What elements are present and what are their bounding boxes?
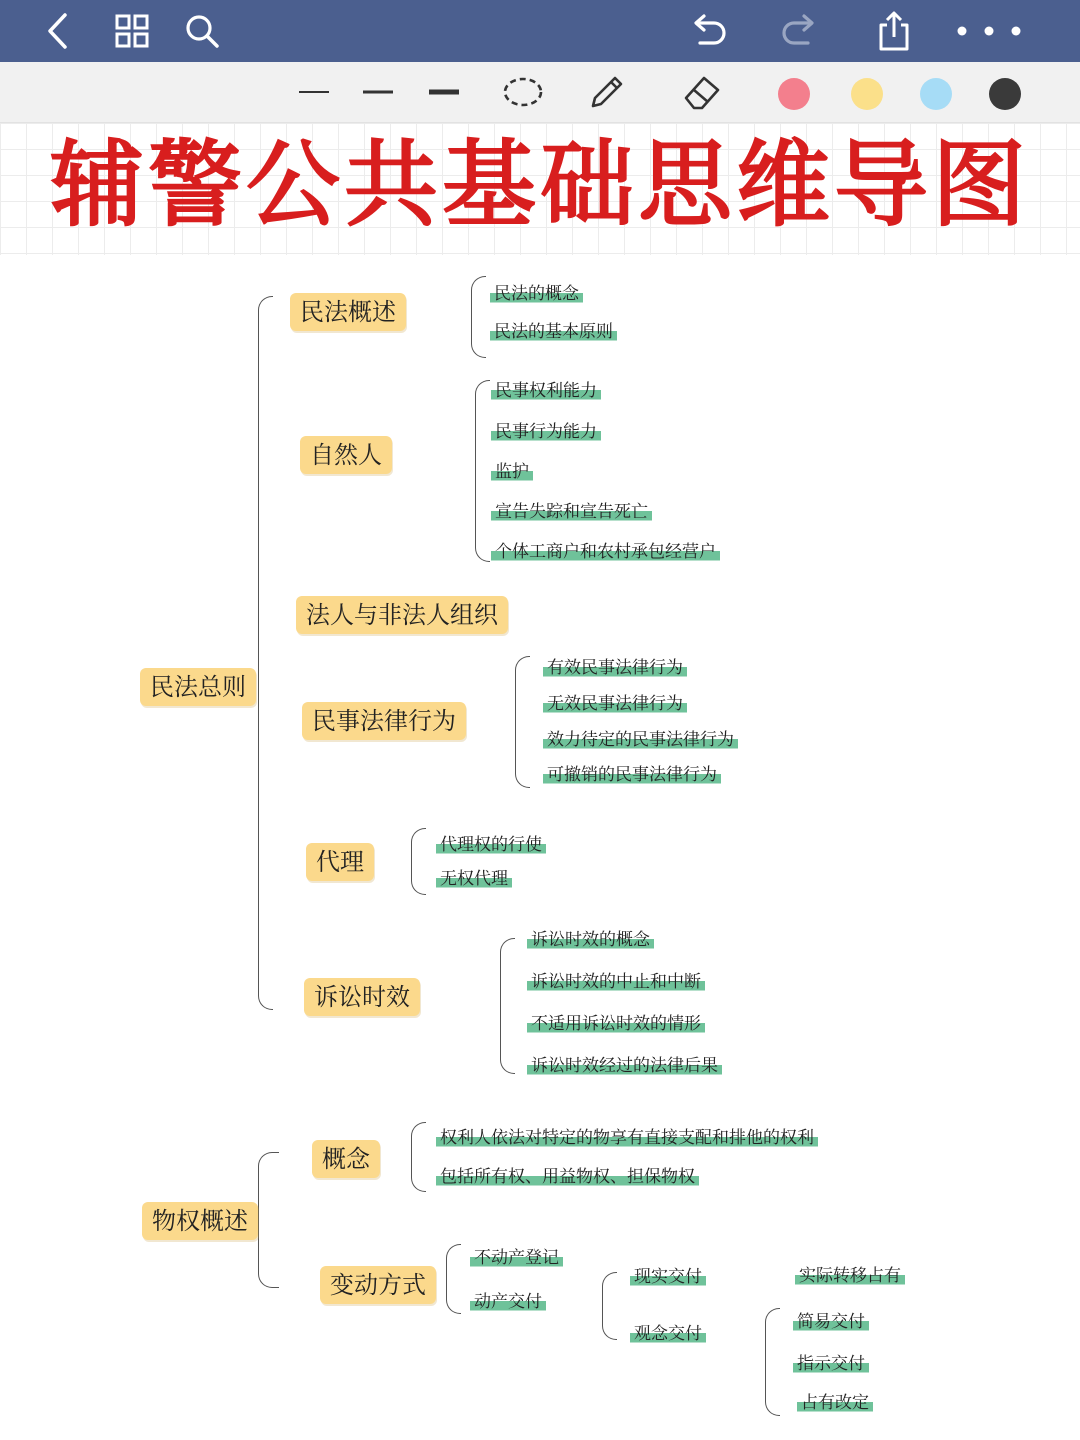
pencil-icon[interactable] (584, 70, 630, 114)
mindmap-node: 民事法律行为 (302, 702, 466, 740)
chevron-left-icon[interactable] (38, 6, 78, 56)
more-dots-icon[interactable] (950, 6, 1026, 56)
medium-line-icon[interactable] (360, 70, 396, 114)
mindmap-leaf: 实际转移占有 (795, 1266, 905, 1286)
lasso-icon[interactable] (500, 70, 546, 114)
mindmap-leaf: 民事权利能力 (491, 381, 601, 401)
undo-icon[interactable] (684, 6, 732, 56)
mindmap-leaf: 诉讼时效的概念 (527, 930, 654, 950)
thick-line-icon[interactable] (424, 70, 464, 114)
bracket-delivery (602, 1272, 617, 1340)
bracket-concept (765, 1308, 780, 1416)
mindmap-leaf: 现实交付 (630, 1267, 706, 1287)
mindmap-node: 民法概述 (290, 293, 406, 331)
mindmap-leaf: 不动产登记 (470, 1248, 563, 1268)
mindmap-node: 代理 (306, 843, 374, 881)
mindmap-root-property-rights: 物权概述 (142, 1202, 258, 1240)
mindmap-leaf: 民事行为能力 (491, 422, 601, 442)
bracket-t2 (446, 1244, 461, 1314)
mindmap-leaf: 民法的基本原则 (490, 322, 617, 342)
mindmap-leaf: 宣告失踪和宣告死亡 (491, 502, 652, 522)
redo-icon[interactable] (776, 6, 824, 56)
mindmap-leaf: 监护 (491, 462, 533, 482)
mindmap-node: 概念 (312, 1140, 380, 1178)
grid-view-icon[interactable] (110, 6, 154, 56)
mindmap-leaf: 有效民事法律行为 (543, 658, 687, 678)
mindmap-leaf: 无效民事法律行为 (543, 694, 687, 714)
bracket-s1 (471, 276, 486, 358)
mindmap-node: 变动方式 (320, 1266, 436, 1304)
color-swatch-pink[interactable] (778, 78, 810, 110)
mindmap-leaf: 动产交付 (470, 1292, 546, 1312)
bracket-root1 (258, 296, 273, 1010)
mindmap-node: 法人与非法人组织 (296, 596, 508, 634)
mindmap-leaf: 观念交付 (630, 1324, 706, 1344)
search-icon[interactable] (180, 6, 224, 56)
drawing-toolbar (0, 62, 1080, 123)
mindmap-leaf: 指示交付 (793, 1354, 869, 1374)
mindmap-leaf: 个体工商户和农村承包经营户 (491, 542, 720, 562)
mindmap-leaf: 可撤销的民事法律行为 (543, 765, 721, 785)
mindmap-leaf: 包括所有权、用益物权、担保物权 (436, 1167, 699, 1187)
bracket-t1 (411, 1122, 426, 1192)
mindmap-root-civil-law: 民法总则 (140, 668, 256, 706)
color-swatch-blue[interactable] (920, 78, 952, 110)
bracket-s2 (475, 380, 490, 562)
mindmap-leaf: 诉讼时效的中止和中断 (527, 972, 705, 992)
mindmap-leaf: 民法的概念 (490, 284, 583, 304)
share-icon[interactable] (870, 6, 918, 56)
mindmap-leaf: 不适用诉讼时效的情形 (527, 1014, 705, 1034)
top-navigation-bar (0, 0, 1080, 62)
mindmap-node: 诉讼时效 (304, 978, 420, 1016)
mindmap-leaf: 占有改定 (797, 1393, 873, 1413)
bracket-s6 (500, 938, 515, 1074)
color-swatch-black[interactable] (989, 78, 1021, 110)
mindmap-leaf: 简易交付 (793, 1312, 869, 1332)
mindmap-leaf: 权利人依法对特定的物享有直接支配和排他的权利 (436, 1128, 818, 1148)
eraser-icon[interactable] (678, 70, 724, 114)
thin-line-icon[interactable] (296, 70, 332, 114)
mindmap-node: 自然人 (300, 436, 392, 474)
bracket-root2 (258, 1152, 279, 1288)
mindmap-leaf: 代理权的行使 (436, 835, 546, 855)
color-swatch-yellow[interactable] (851, 78, 883, 110)
mindmap-leaf: 无权代理 (436, 869, 512, 889)
bracket-s4 (515, 656, 530, 788)
bracket-s5 (411, 828, 426, 895)
mindmap-leaf: 效力待定的民事法律行为 (543, 730, 738, 750)
mindmap-leaf: 诉讼时效经过的法律后果 (527, 1056, 722, 1076)
note-title: 辅警公共基础思维导图 (49, 131, 1030, 240)
